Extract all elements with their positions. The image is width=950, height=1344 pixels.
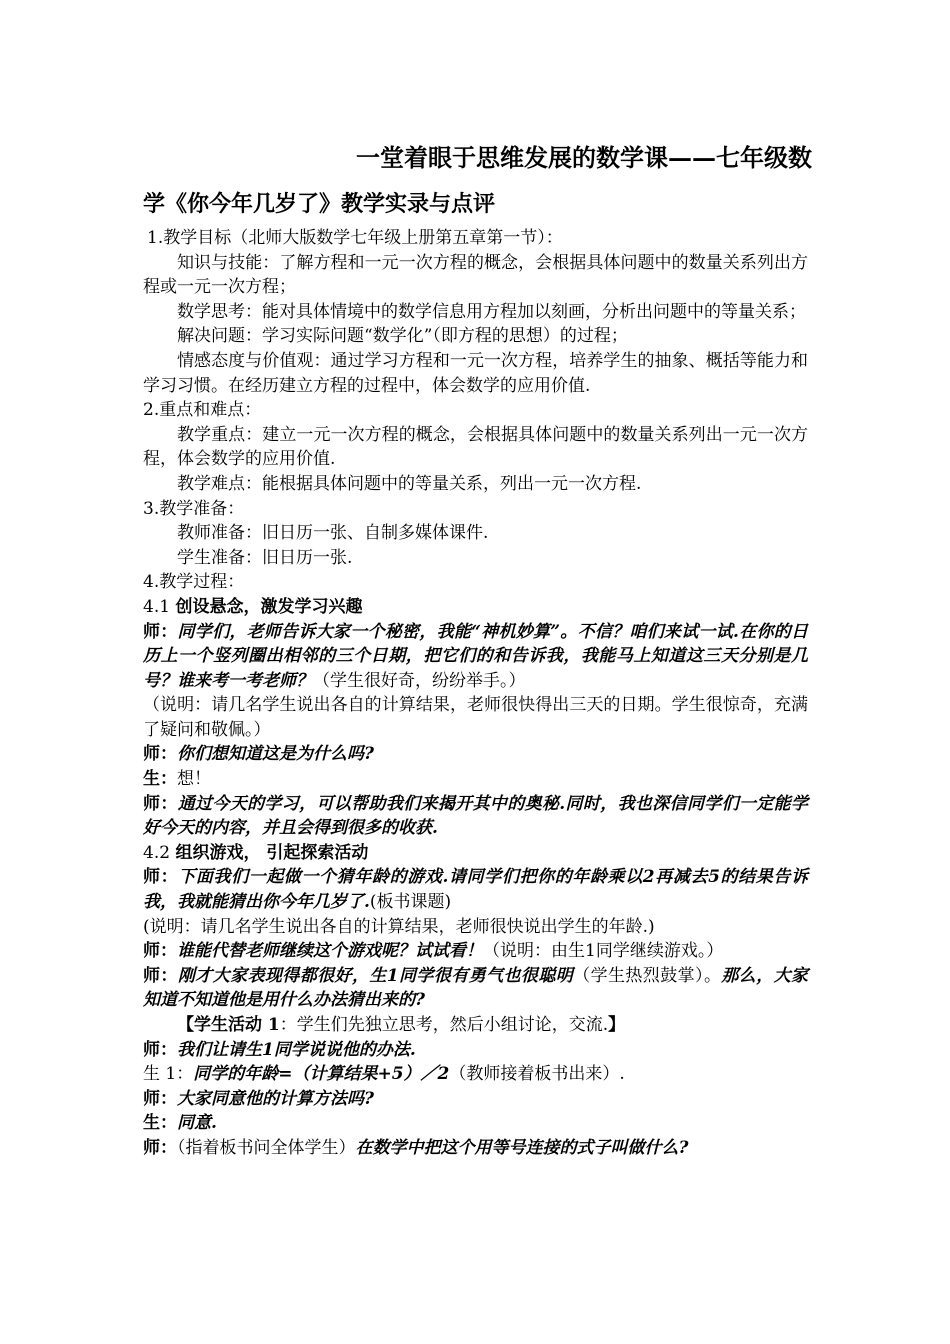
- paragraph: 教学重点：建立一元一次方程的概念，会根据具体问题中的数量关系列出一元一次方程，体会数学的应用价值.: [143, 424, 808, 470]
- subsection-heading: [143, 841, 808, 866]
- document-title-line2: 学《你今年几岁了》教学实录与点评: [143, 191, 496, 217]
- dialogue-line: [143, 620, 808, 694]
- paragraph: 教学难点：能根据具体问题中的等量关系，列出一元一次方程.: [177, 473, 642, 494]
- speaker-label: 师：: [143, 1088, 177, 1109]
- activity-text: ：学生们先独立思考，然后小组讨论，交流.: [279, 1015, 609, 1035]
- dialogue-line: [143, 1062, 808, 1087]
- dialogue-text: 大家同意他的计算方法吗?: [177, 1088, 374, 1109]
- dialogue-line: [143, 939, 808, 964]
- section-heading: 4.教学过程：: [143, 572, 245, 593]
- dialogue-text: 同意.: [177, 1113, 217, 1134]
- subsection-heading: [143, 595, 808, 620]
- note-paragraph: （说明：请几名学生说出各自的计算结果，老师很快得出三天的日期。学生很惊奇，充满了疑问和敬佩。）: [143, 695, 808, 740]
- dialogue-text: 谁能代替老师继续这个游戏呢？试试看！: [177, 941, 483, 962]
- speaker-label: 生：: [143, 1113, 177, 1134]
- paragraph: 情感态度与价值观：通过学习方程和一元一次方程，培养学生的抽象、概括等能力和学习习惯。在经历建立方程的过程中，体会数学的应用价值.: [143, 350, 808, 396]
- dialogue-line: [143, 767, 808, 792]
- speaker-label: 师：: [143, 867, 179, 888]
- dialogue-line: [143, 1136, 808, 1161]
- section-heading: 2.重点和难点：: [143, 400, 262, 421]
- dialogue-line: [143, 1111, 808, 1136]
- subsection-title: 创设悬念，激发学习兴趣: [175, 596, 363, 617]
- dialogue-text: 通过今天的学习，可以帮助我们来揭开其中的奥秘.同时，我也深信同学们一定能学好今天的内容，并且会得到很多的收获.: [143, 793, 809, 839]
- dialogue-line: [143, 792, 808, 841]
- activity-label: 【学生活动 1: [177, 1015, 280, 1035]
- dialogue-text: 刚才大家表现得都很好，生1同学很有勇气也很聪明: [177, 965, 574, 986]
- speaker-label: 师：: [143, 965, 178, 986]
- dialogue-text: 那么，大家知道不知道他是用什么办法猜出来的?: [143, 965, 809, 1011]
- dialogue-note: （学生热烈鼓掌）。: [573, 965, 722, 986]
- note-paragraph: (说明：请几名学生说出各自的计算结果，老师很快说出学生的年龄.): [143, 916, 655, 937]
- dialogue-text: 同学的年龄=（计算结果+5）／2: [193, 1064, 450, 1085]
- speaker-label: 生 1：: [143, 1064, 194, 1085]
- dialogue-line: [143, 964, 808, 1013]
- paragraph: 数学思考：能对具体情境中的数学信息用方程加以刻画，分析出问题中的等量关系；: [177, 301, 806, 322]
- paragraph: 教师准备：旧日历一张、自制多媒体课件.: [177, 523, 489, 544]
- dialogue-line: [143, 1087, 808, 1112]
- dialogue-text: 同学们，老师告诉大家一个秘密，我能“神机妙算”。不信？咱们来试一试.在你的日历上一个竖列圈出相邻的三个日期，把它们的和告诉我，我能马上知道这三天分别是几号？谁来考一考老师？: [143, 621, 808, 691]
- dialogue-note: （学生很好奇，纷纷举手。）: [313, 670, 526, 691]
- dialogue-text: 我们让请生1同学说说他的办法.: [177, 1039, 416, 1060]
- dialogue-line: [143, 865, 808, 914]
- speaker-label: 生：: [143, 769, 177, 790]
- dialogue-note: （指着板书问全体学生）: [177, 1137, 356, 1158]
- subsection-title: 组织游戏， 引起探索活动: [175, 842, 369, 863]
- dialogue-note: (板书课题): [369, 892, 452, 913]
- activity-close: 】: [608, 1015, 626, 1035]
- document-body: [143, 226, 808, 1161]
- dialogue-note: （说明：由生1同学继续游戏。）: [483, 941, 724, 962]
- dialogue-text: 你们想知道这是为什么吗?: [177, 744, 374, 765]
- section-heading: 3.教学准备：: [143, 498, 245, 519]
- speaker-label: 师：: [143, 941, 177, 962]
- paragraph: 解决问题：学习实际问题“数学化”（即方程的思想）的过程；: [177, 326, 628, 347]
- speaker-label: 师：: [143, 744, 177, 765]
- subsection-number: 4.2: [143, 842, 176, 863]
- paragraph: 知识与技能：了解方程和一元一次方程的概念，会根据具体问题中的数量关系列出方程或一元一次方程；: [143, 252, 808, 298]
- speaker-label: 师：: [143, 1137, 177, 1158]
- speaker-label: 师：: [143, 1039, 177, 1060]
- speaker-label: 师：: [143, 621, 178, 642]
- dialogue-text: 想！: [177, 769, 211, 790]
- subsection-number: 4.1: [143, 596, 176, 617]
- dialogue-line: [143, 1038, 808, 1063]
- dialogue-line: [143, 742, 808, 767]
- paragraph: 学生准备：旧日历一张.: [177, 547, 353, 568]
- section-heading: 1.教学目标（北师大版数学七年级上册第五章第一节）：: [147, 228, 563, 248]
- dialogue-note: （教师接着板书出来）.: [449, 1064, 625, 1085]
- speaker-label: 师：: [143, 793, 178, 814]
- dialogue-text: 在数学中把这个用等号连接的式子叫做什么?: [355, 1137, 689, 1158]
- dialogue-text: 下面我们一起做一个猜年龄的游戏.请同学们把你的年龄乘以2再减去5的结果告诉我，我就能猜出你今年几岁了.: [143, 867, 808, 913]
- document-title-line1: 一堂着眼于思维发展的数学课——七年级数: [356, 143, 812, 172]
- student-activity: [143, 1013, 808, 1038]
